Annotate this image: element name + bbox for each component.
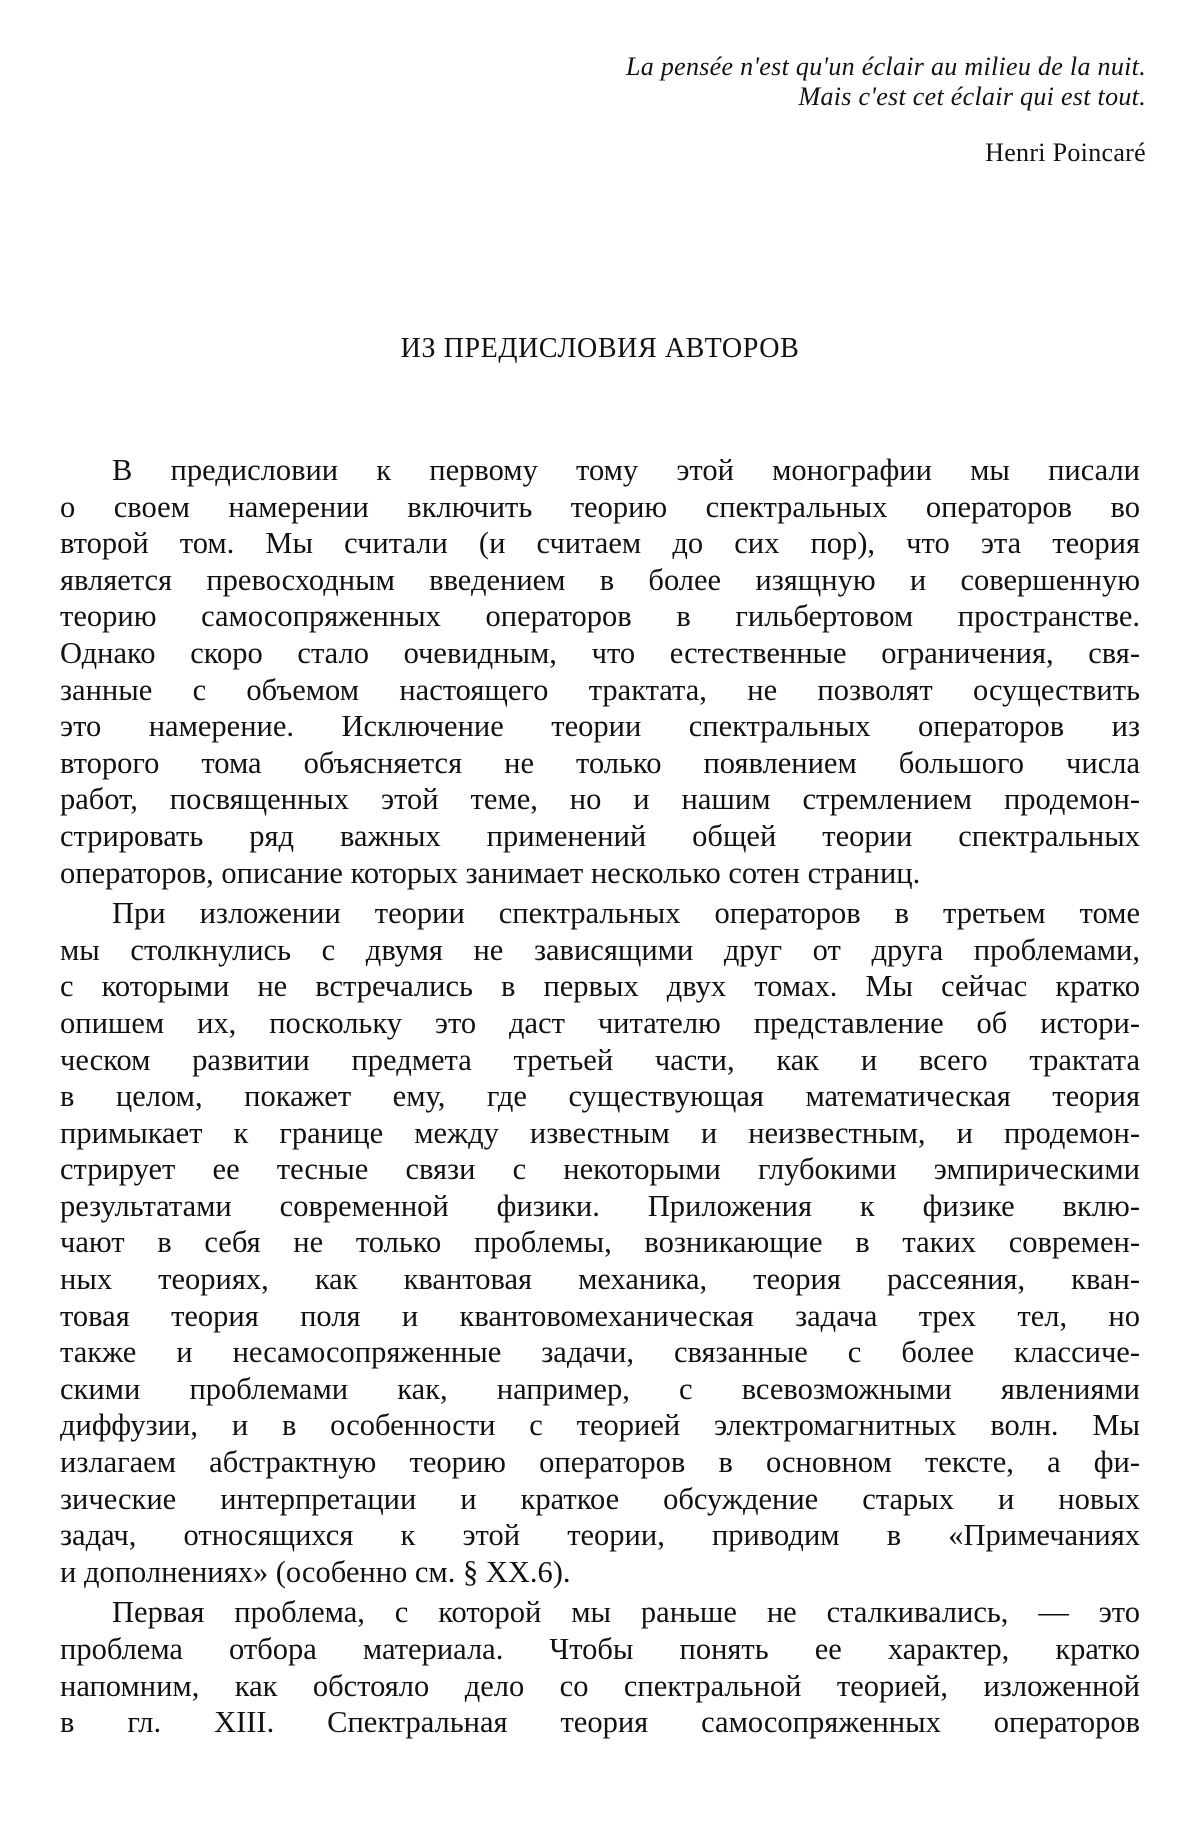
text-line: Однако скоро стало очевидным, что естественные ограничения, свя-: [60, 635, 1140, 670]
text-line: операторов, описание которых занимает несколько сотен страниц.: [60, 855, 921, 890]
epigraph-line-2: Mais c'est cet éclair qui est tout.: [798, 82, 1146, 111]
paragraph-3: [60, 1594, 1140, 1740]
text-line: Первая проблема, с которой мы раньше не сталкивались, — это: [112, 1595, 1140, 1630]
text-line: стрировать ряд важных применений общей теории спектральных: [60, 818, 1140, 853]
text-line: и дополнениях» (особенно см. § XX.6).: [60, 1554, 571, 1589]
text-line: в целом, покажет ему, где существующая математическая теория: [60, 1079, 1140, 1114]
text-line: занные с объемом настоящего трактата, не позволят осуществить: [60, 672, 1140, 707]
text-line: с которыми не встречались в первых двух томах. Мы сейчас кратко: [60, 969, 1140, 1004]
section-heading: ИЗ ПРЕДИСЛОВИЯ АВТОРОВ: [400, 333, 800, 364]
text-line: зические интерпретации и краткое обсуждение старых и новых: [60, 1481, 1140, 1516]
text-line: ных теориях, как квантовая механика, теория рассеяния, кван-: [60, 1262, 1140, 1297]
text-line: второго тома объясняется не только появлением большого числа: [60, 745, 1140, 780]
text-line: диффузии, и в особенности с теорией электромагнитных волн. Мы: [60, 1408, 1140, 1443]
text-line: опишем их, поскольку это даст читателю представление об истори-: [60, 1005, 1140, 1040]
epigraph: [246, 52, 1146, 168]
text-line: скими проблемами как, например, с всевозможными явлениями: [60, 1371, 1140, 1406]
text-line: теорию самосопряженных операторов в гильбертовом пространстве.: [60, 599, 1140, 634]
text-line: задач, относящихся к этой теории, приводим в «Примечаниях: [60, 1518, 1140, 1553]
text-line: излагаем абстрактную теорию операторов в основном тексте, а фи-: [60, 1445, 1140, 1480]
text-line: мы столкнулись с двумя не зависящими друг от друга проблемами,: [60, 932, 1140, 967]
text-line: стрирует ее тесные связи с некоторыми глубокими эмпирическими: [60, 1152, 1140, 1187]
body-text: [60, 452, 1140, 1741]
text-line: проблема отбора материала. Чтобы понять ее характер, кратко: [60, 1632, 1140, 1666]
text-line: работ, посвященных этой теме, но и нашим стремлением продемон-: [60, 782, 1140, 817]
paragraph-2: [60, 895, 1140, 1590]
paragraph-1: [60, 452, 1140, 891]
text-line: о своем намерении включить теорию спектральных операторов во: [60, 489, 1140, 524]
text-line: также и несамосопряженные задачи, связанные с более классиче-: [60, 1335, 1140, 1370]
text-line: В предисловии к первому тому этой монографии мы писали: [112, 453, 1140, 487]
text-line: результатами современной физики. Приложения к физике вклю-: [60, 1188, 1140, 1223]
text-line: это намерение. Исключение теории спектральных операторов из: [60, 709, 1140, 744]
text-line: является превосходным введением в более изящную и совершенную: [60, 562, 1140, 597]
text-line: примыкает к границе между известным и неизвестным, и продемон-: [60, 1115, 1140, 1150]
text-line: товая теория поля и квантовомеханическая задача трех тел, но: [60, 1298, 1140, 1333]
epigraph-line-1: La pensée n'est qu'un éclair au milieu de la nuit.: [625, 52, 1146, 81]
text-line: второй том. Мы считали (и считаем до сих пор), что эта теория: [60, 526, 1140, 561]
epigraph-author: Henri Poincaré: [985, 138, 1146, 167]
text-line: При изложении теории спектральных операторов в третьем томе: [112, 896, 1140, 931]
text-line: в гл. XIII. Спектральная теория самосопряженных операторов: [60, 1705, 1140, 1740]
text-line: чают в себя не только проблемы, возникающие в таких современ-: [60, 1225, 1140, 1260]
text-line: напомним, как обстояло дело со спектральной теорией, изложенной: [60, 1668, 1140, 1703]
text-line: ческом развитии предмета третьей части, как и всего трактата: [60, 1042, 1140, 1077]
